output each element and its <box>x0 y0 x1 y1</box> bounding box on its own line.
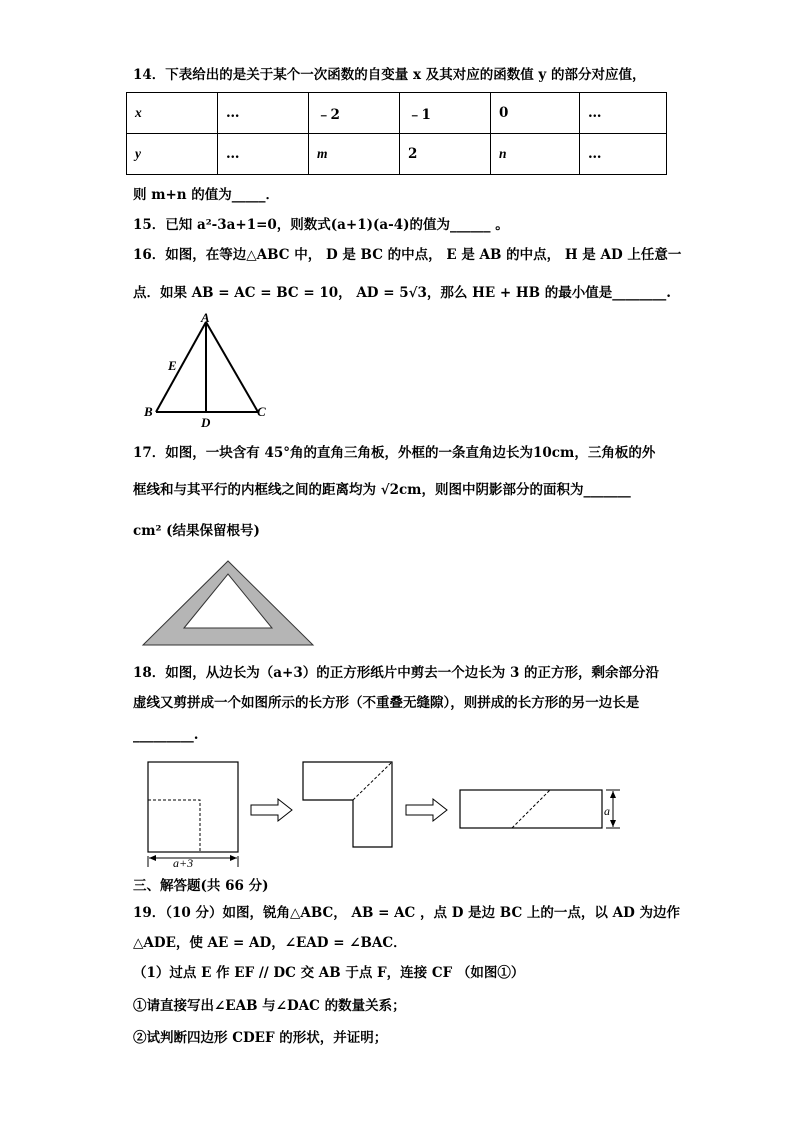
table-row <box>127 93 667 134</box>
table-cell: … <box>580 134 667 175</box>
q17-line3: cm² (结果保留根号) <box>133 523 260 539</box>
table-cell: ﹣1 <box>400 93 491 134</box>
q17-line2: 框线和与其平行的内框线之间的距离均为 √2cm，则图中阴影部分的面积为_______ <box>133 482 631 498</box>
q18-line3: _________. <box>133 727 199 743</box>
fig-label-side: a+3 <box>173 856 194 870</box>
fig-label-a-side: a <box>604 804 610 818</box>
table-cell: x <box>127 93 218 134</box>
square-cut-figure <box>140 755 630 870</box>
fig-label-d: D <box>201 415 211 430</box>
fig-label-e: E <box>168 358 177 373</box>
table-cell: ﹣2 <box>309 93 400 134</box>
table-cell: 2 <box>400 134 491 175</box>
table-cell: y <box>127 134 218 175</box>
table-row <box>127 134 667 175</box>
q18-line2: 虚线又剪拼成一个如图所示的长方形（不重叠无缝隙），则拼成的长方形的另一边长是 <box>133 695 640 711</box>
q15-text: 15．已知 a²-3a+1=0，则数式(a+1)(a-4)的值为______ 。 <box>133 217 509 233</box>
fig-label-c: C <box>257 404 266 419</box>
table-cell: … <box>218 93 309 134</box>
q19-line5: ②试判断四边形 CDEF 的形状，并证明； <box>133 1030 388 1046</box>
q19-line1: 19．（10 分）如图，锐角△ABC， AB = AC ，点 D 是边 BC 上的一点，以 AD 为边作 <box>133 905 680 921</box>
q19-line2: △ADE，使 AE = AD，∠EAD = ∠BAC． <box>133 935 407 951</box>
value-table <box>126 92 667 175</box>
q19-line4: ①请直接写出∠EAB 与∠DAC 的数量关系； <box>133 998 406 1014</box>
section-title: 三、解答题(共 66 分) <box>133 878 269 894</box>
q14-text: 14．下表给出的是关于某个一次函数的自变量 x 及其对应的函数值 y 的部分对应值， <box>133 67 646 83</box>
q16-line1: 16．如图，在等边△ABC 中， D 是 BC 的中点， E 是 AB 的中点， H 是 AD 上任意一 <box>133 247 682 263</box>
triangle-abc-figure <box>140 312 275 432</box>
q17-line1: 17．如图，一块含有 45°角的直角三角板，外框的一条直角边长为10cm，三角板的外 <box>133 445 656 461</box>
q14-after: 则 m+n 的值为_____． <box>133 187 280 203</box>
table-cell: 0 <box>491 93 580 134</box>
table-cell: m <box>309 134 400 175</box>
fig-label-b: B <box>144 404 153 419</box>
fig-label-a: A <box>201 310 210 325</box>
q18-line1: 18．如图，从边长为（a+3）的正方形纸片中剪去一个边长为 3 的正方形，剩余部分沿 <box>133 665 660 681</box>
table-cell: n <box>491 134 580 175</box>
table-cell: … <box>580 93 667 134</box>
set-square-figure <box>140 558 315 648</box>
q16-line2: 点．如果 AB = AC = BC = 10， AD = 5√3，那么 HE + HB 的最小值是________. <box>133 285 671 301</box>
q19-line3: （1）过点 E 作 EF // DC 交 AB 于点 F，连接 CF （如图①） <box>133 965 525 981</box>
table-cell: … <box>218 134 309 175</box>
